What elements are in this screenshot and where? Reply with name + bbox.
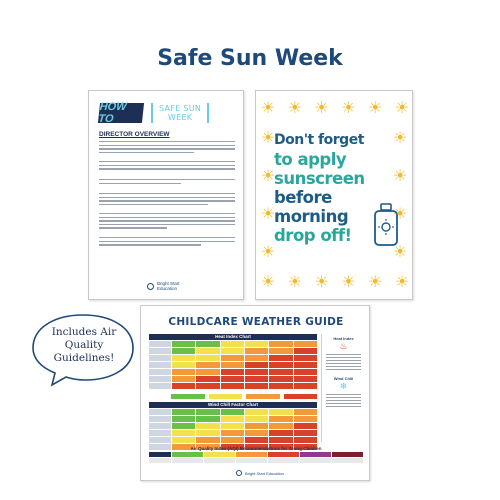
legend-swatch-green	[171, 394, 205, 399]
sun-icon: ☀	[394, 100, 410, 117]
table-cell	[269, 341, 292, 347]
table-cell	[294, 409, 317, 415]
sun-icon: ☀	[260, 206, 276, 223]
table-cell	[245, 383, 268, 389]
table-cell	[294, 376, 317, 382]
table-cell	[172, 355, 195, 361]
table-cell	[196, 423, 219, 429]
howto-document-thumbnail	[88, 90, 244, 300]
air-quality-callout	[30, 312, 136, 388]
table-cell	[269, 348, 292, 354]
weather-guide-title: CHILDCARE WEATHER GUIDE	[168, 316, 344, 328]
table-cell	[172, 423, 195, 429]
table-cell	[196, 416, 219, 422]
sun-icon: ☀	[314, 274, 329, 291]
page-title: Safe Sun Week	[157, 46, 343, 71]
sunscreen-poster-thumbnail	[255, 90, 413, 300]
table-cell	[221, 362, 244, 368]
table-cell	[149, 430, 171, 436]
wind-chill-label: Wind Chill	[333, 376, 354, 381]
wind-chill-grid	[149, 409, 317, 450]
sun-icon: ☀	[341, 274, 356, 291]
table-cell	[149, 362, 171, 368]
table-cell	[294, 369, 317, 375]
howto-paragraph-3	[99, 179, 235, 186]
table-cell	[149, 376, 171, 382]
legend-swatch-red	[284, 394, 318, 399]
howto-paragraph-5	[99, 213, 235, 231]
sun-icon: ☀	[392, 130, 408, 147]
sun-icon: ☀	[260, 168, 276, 185]
table-cell	[221, 348, 244, 354]
table-cell	[221, 437, 244, 443]
table-cell	[172, 409, 195, 415]
table-cell	[196, 437, 219, 443]
sun-icon: ☀	[260, 130, 276, 147]
table-cell	[269, 376, 292, 382]
sun-icon: ☀	[260, 244, 276, 261]
table-cell	[196, 355, 219, 361]
table-cell	[196, 369, 219, 375]
table-cell	[172, 376, 195, 382]
table-cell	[269, 355, 292, 361]
table-cell	[149, 409, 171, 415]
table-cell	[196, 376, 219, 382]
table-cell	[294, 423, 317, 429]
table-cell	[196, 383, 219, 389]
table-cell	[172, 430, 195, 436]
heat-index-legend	[171, 394, 317, 399]
table-cell	[269, 437, 292, 443]
table-cell	[294, 430, 317, 436]
poster-message: Don't forget to apply sunscreen before morning drop off!	[274, 132, 365, 245]
sun-icon: ☀	[392, 206, 408, 223]
howto-topic: SAFE SUN WEEK	[151, 103, 209, 123]
brand-mark-icon	[147, 283, 154, 290]
table-cell	[172, 416, 195, 422]
table-cell	[245, 369, 268, 375]
table-cell	[245, 341, 268, 347]
table-cell	[245, 348, 268, 354]
howto-paragraph-1	[99, 141, 235, 155]
howto-paragraph-2	[99, 161, 235, 172]
table-cell	[269, 369, 292, 375]
sun-border-top	[260, 101, 410, 117]
table-cell	[149, 355, 171, 361]
table-cell	[172, 437, 195, 443]
table-cell	[221, 355, 244, 361]
table-cell	[196, 409, 219, 415]
sun-icon: ☀	[287, 274, 302, 291]
table-cell	[269, 383, 292, 389]
table-cell	[245, 437, 268, 443]
table-cell	[245, 376, 268, 382]
snowflake-icon: ❄	[339, 381, 348, 391]
heat-index-table	[149, 334, 317, 389]
sun-border-bottom	[260, 275, 410, 291]
table-cell	[196, 430, 219, 436]
sun-icon: ☀	[287, 100, 302, 117]
table-cell	[294, 437, 317, 443]
howto-footer: Bright Start Education	[147, 281, 180, 291]
table-cell	[294, 416, 317, 422]
table-cell	[269, 430, 292, 436]
sun-icon: ☀	[260, 274, 276, 291]
legend-swatch-yellow	[209, 394, 243, 399]
guide-footer: Bright Start Education	[236, 470, 284, 476]
heat-index-label: Heat Index	[333, 336, 354, 341]
table-cell	[221, 409, 244, 415]
sun-icon: ☀	[260, 100, 276, 117]
table-cell	[149, 369, 171, 375]
heat-index-grid	[149, 341, 317, 389]
howto-logo: HOW TO	[98, 103, 144, 123]
howto-section-heading: DIRECTOR OVERVIEW	[99, 131, 170, 138]
table-cell	[172, 369, 195, 375]
table-cell	[221, 341, 244, 347]
aqi-heading: Air Quality Index (AQI) Recommendations for Young Children	[190, 446, 322, 451]
table-cell	[221, 383, 244, 389]
table-cell	[245, 362, 268, 368]
table-cell	[245, 430, 268, 436]
howto-header	[99, 103, 209, 123]
table-cell	[196, 362, 219, 368]
table-cell	[172, 341, 195, 347]
sun-icon: ☀	[368, 274, 383, 291]
guide-side-panel	[321, 334, 365, 442]
table-cell	[221, 369, 244, 375]
aqi-text-row	[149, 458, 363, 463]
brand-mark-icon	[236, 470, 242, 476]
table-cell	[149, 416, 171, 422]
sun-icon: ☀	[341, 100, 356, 117]
table-cell	[269, 409, 292, 415]
table-cell	[149, 437, 171, 443]
sun-icon: ☀	[314, 100, 329, 117]
howto-paragraph-4	[99, 193, 235, 207]
aqi-table	[149, 446, 363, 464]
table-cell	[221, 376, 244, 382]
table-cell	[245, 423, 268, 429]
table-cell	[245, 355, 268, 361]
table-cell	[269, 423, 292, 429]
wind-chill-heading: Wind Chill Factor Chart	[149, 402, 317, 408]
table-cell	[269, 362, 292, 368]
table-cell	[245, 409, 268, 415]
table-cell	[294, 362, 317, 368]
table-cell	[269, 416, 292, 422]
table-cell	[294, 341, 317, 347]
table-cell	[149, 348, 171, 354]
table-cell	[172, 348, 195, 354]
heat-waves-icon: ♨	[339, 341, 348, 351]
sunscreen-bottle-icon	[372, 203, 400, 247]
table-cell	[149, 423, 171, 429]
table-cell	[149, 383, 171, 389]
table-cell	[172, 362, 195, 368]
table-cell	[221, 423, 244, 429]
table-cell	[221, 430, 244, 436]
table-cell	[149, 341, 171, 347]
sun-icon: ☀	[394, 274, 410, 291]
aqi-color-row	[149, 452, 363, 457]
table-cell	[294, 383, 317, 389]
table-cell	[245, 416, 268, 422]
weather-guide-thumbnail	[140, 305, 370, 481]
heat-index-heading: Heat Index Chart	[149, 334, 317, 340]
wind-chill-table	[149, 402, 317, 450]
table-cell	[196, 341, 219, 347]
sun-icon: ☀	[392, 244, 408, 261]
table-cell	[294, 348, 317, 354]
sun-icon: ☀	[392, 168, 408, 185]
callout-text: Includes Air Quality Guidelines!	[51, 326, 117, 364]
table-cell	[294, 355, 317, 361]
sun-icon: ☀	[368, 100, 383, 117]
howto-paragraph-6	[99, 237, 235, 248]
table-cell	[221, 416, 244, 422]
table-cell	[172, 383, 195, 389]
table-cell	[196, 348, 219, 354]
legend-swatch-orange	[246, 394, 280, 399]
